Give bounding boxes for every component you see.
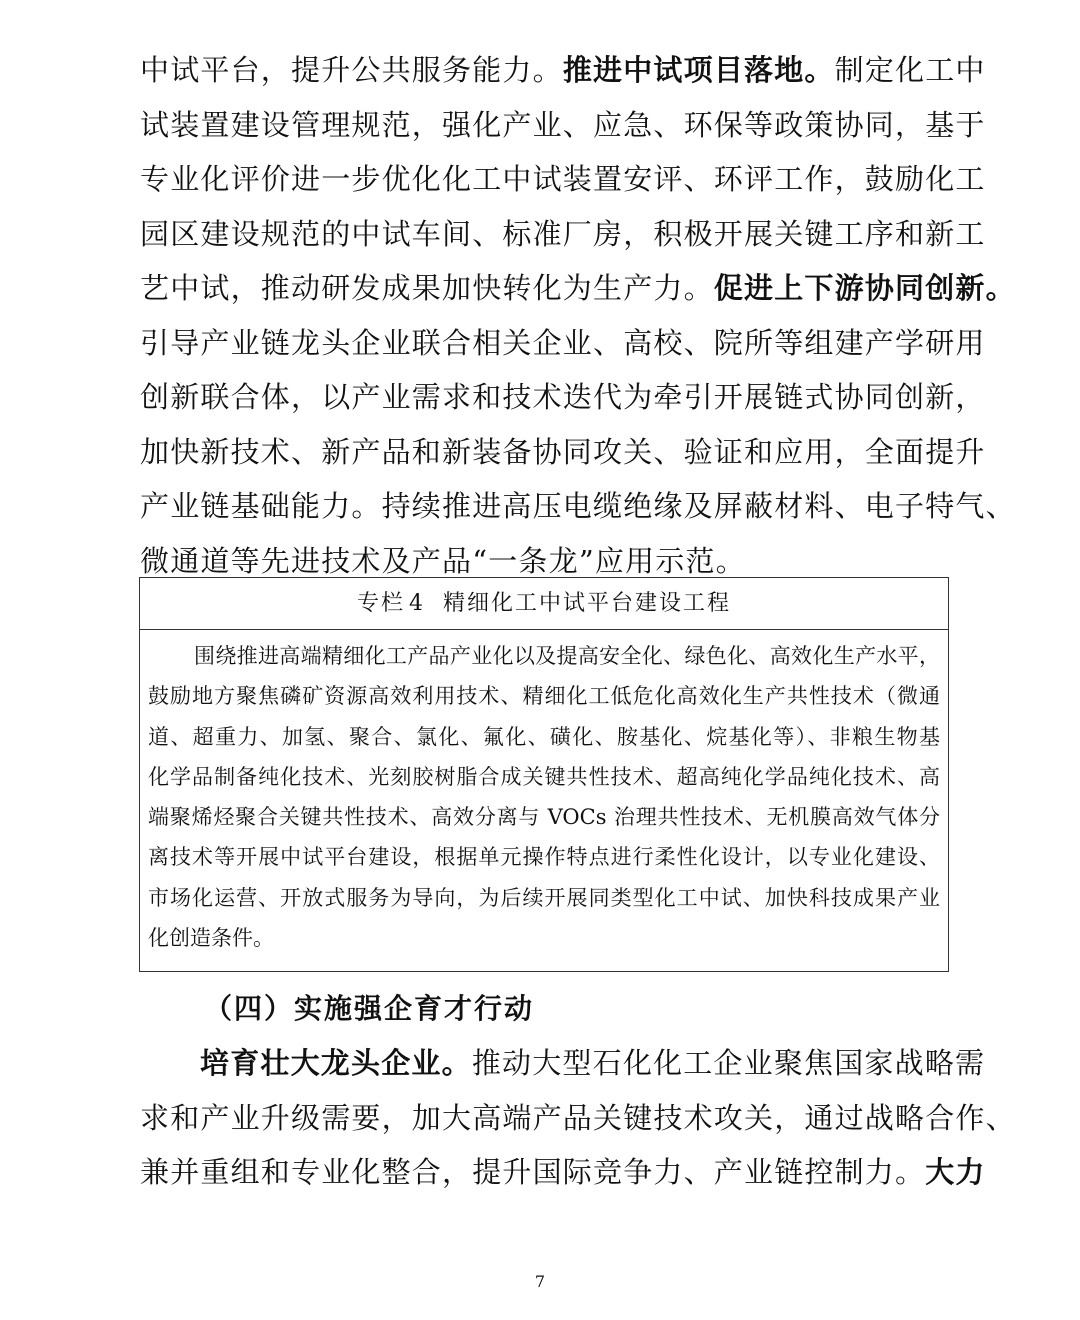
paragraph-line bbox=[140, 1091, 1016, 1146]
column-box-line: 化学品制备纯化技术、光刻胶树脂合成关键共性技术、超高纯化学品纯化技术、高 bbox=[148, 764, 940, 789]
paragraph-line bbox=[140, 207, 986, 262]
section-heading: （四）实施强企育才行动 bbox=[204, 992, 535, 1025]
column-box-title-number: 4 bbox=[409, 591, 425, 616]
paragraph-pilot-platform bbox=[140, 43, 1016, 588]
paragraph-line bbox=[140, 1036, 986, 1091]
text-run: 微通道等先进技术及产品“一条龙”应用示范。 bbox=[140, 543, 746, 578]
column-box-line: 围绕推进高端精细化工产品产业化以及提高安全化、绿色化、高效化生产水平， bbox=[194, 644, 940, 668]
text-run: 产业链基础能力。持续推进高压电缆绝缘及屏蔽材料、电子特气、 bbox=[140, 489, 1016, 523]
text-run: 试装置建设管理规范，强化产业、应急、环保等政策协同，基于 bbox=[140, 107, 986, 142]
text-run: 推动大型石化化工企业聚焦国家战略需 bbox=[471, 1046, 986, 1080]
paragraph-line bbox=[140, 316, 986, 371]
bold-run: 大力 bbox=[925, 1155, 986, 1189]
paragraph-leading-enterprises bbox=[140, 1036, 1016, 1200]
column-box-line: 端聚烯烃聚合关键共性技术、高效分离与 VOCs 治理共性技术、无机膜高效气体分 bbox=[148, 805, 940, 830]
paragraph-line bbox=[140, 370, 986, 425]
column-box-line: 离技术等开展中试平台建设，根据单元操作特点进行柔性化设计，以专业化建设、 bbox=[148, 845, 940, 870]
paragraph-line bbox=[140, 479, 1016, 534]
paragraph-line bbox=[140, 98, 986, 153]
paragraph-line bbox=[140, 261, 1016, 316]
column-box-4 bbox=[139, 577, 949, 972]
column-box-line: 化创造条件。 bbox=[148, 926, 274, 951]
column-box-body bbox=[140, 630, 948, 958]
paragraph-line bbox=[140, 1145, 986, 1200]
bold-run: 促进上下游协同创新。 bbox=[713, 271, 1016, 305]
paragraph-line bbox=[140, 425, 986, 480]
column-box-line: 鼓励地方聚焦磷矿资源高效利用技术、精细化工低危化高效化生产共性技术（微通 bbox=[148, 684, 940, 709]
column-box-line: 道、超重力、加氢、聚合、氯化、氟化、磺化、胺基化、烷基化等）、非粮生物基 bbox=[148, 724, 940, 749]
column-box-line: 市场化运营、开放式服务为导向，为后续开展同类型化工中试、加快科技成果产业 bbox=[148, 885, 940, 910]
bold-run: 培育壮大龙头企业。 bbox=[200, 1046, 472, 1080]
paragraph-line bbox=[140, 43, 986, 98]
text-run: 制定化工中 bbox=[834, 53, 986, 87]
paragraph-line bbox=[140, 152, 986, 207]
text-run: 艺中试，推动研发成果加快转化为生产力。 bbox=[140, 271, 714, 305]
column-box-title-prefix: 专栏 bbox=[356, 591, 405, 616]
text-run: 加快新技术、新产品和新装备协同攻关、验证和应用，全面提升 bbox=[140, 434, 986, 469]
text-run: 求和产业升级需要，加大高端产品关键技术攻关，通过战略合作、 bbox=[140, 1100, 1016, 1135]
column-box-title-text: 精细化工中试平台建设工程 bbox=[443, 591, 732, 616]
text-run: 中试平台，提升公共服务能力。 bbox=[140, 53, 563, 87]
page-number: 7 bbox=[534, 1272, 546, 1291]
text-run: 创新联合体，以产业需求和技术迭代为牵引开展链式协同创新， bbox=[140, 380, 986, 414]
text-run: 园区建设规范的中试车间、标准厂房，积极开展关键工序和新工 bbox=[140, 216, 986, 251]
column-box-title bbox=[140, 578, 948, 630]
bold-run: 推进中试项目落地。 bbox=[562, 53, 835, 87]
text-run: 兼并重组和专业化整合，提升国际竞争力、产业链控制力。 bbox=[140, 1155, 926, 1189]
text-run: 专业化评价进一步优化化工中试装置安评、环评工作，鼓励化工 bbox=[140, 162, 986, 196]
text-run: 引导产业链龙头企业联合相关企业、高校、院所等组建产学研用 bbox=[140, 325, 986, 360]
